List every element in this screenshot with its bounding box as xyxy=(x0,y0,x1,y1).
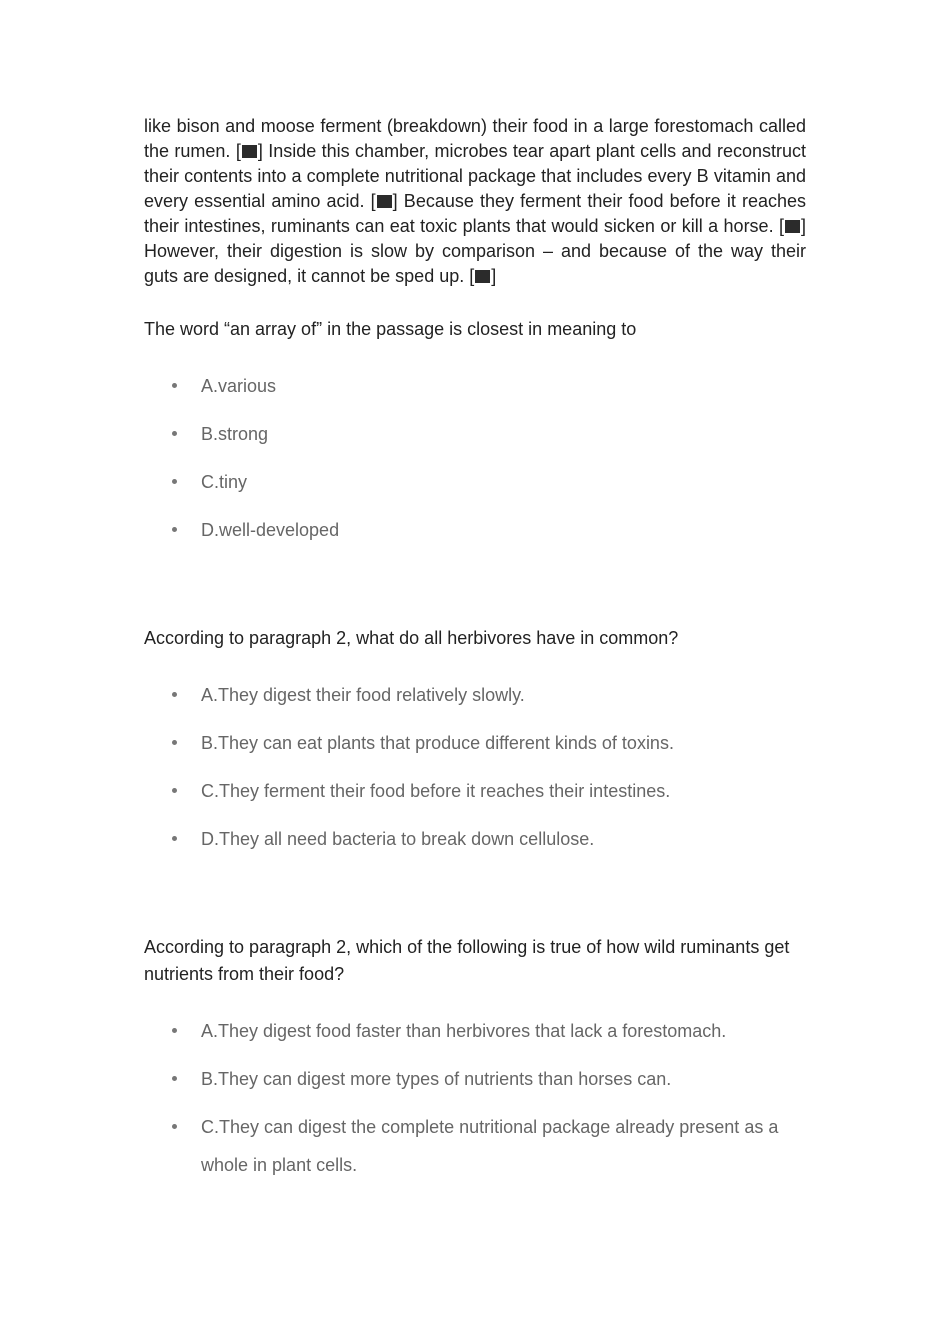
answer-option[interactable]: B.They can digest more types of nutrients than horses can. xyxy=(144,1060,806,1108)
bullet-icon xyxy=(172,1076,177,1081)
answer-option[interactable]: B.strong xyxy=(144,415,806,463)
bullet-icon xyxy=(172,692,177,697)
bullet-icon xyxy=(172,383,177,388)
passage-text xyxy=(144,114,806,289)
bullet-icon xyxy=(172,431,177,436)
answer-option[interactable]: D.well-developed xyxy=(144,511,806,559)
passage-segment: ] Because they ferment their food before it reaches their intestines, ruminants can eat toxic plants that would sicken or kill a horse. [ xyxy=(144,191,807,236)
passage-segment: ] xyxy=(491,266,497,286)
question-2-options xyxy=(144,676,806,868)
bullet-icon xyxy=(172,836,177,841)
question-1-options xyxy=(144,367,806,559)
answer-option[interactable]: A.They digest their food relatively slowly. xyxy=(144,676,806,724)
document-page xyxy=(144,114,806,1184)
question-3-options xyxy=(144,1012,806,1184)
answer-option[interactable]: D.They all need bacteria to break down cellulose. xyxy=(144,820,806,868)
bullet-icon xyxy=(172,1028,177,1033)
question-3-prompt: According to paragraph 2, which of the following is true of how wild ruminants get nutrients from their food? xyxy=(144,937,790,984)
bullet-icon xyxy=(172,740,177,745)
bullet-icon xyxy=(172,527,177,532)
bullet-icon xyxy=(172,788,177,793)
question-2-prompt: According to paragraph 2, what do all herbivores have in common? xyxy=(144,628,679,648)
insertion-square-icon[interactable] xyxy=(242,145,257,158)
answer-option[interactable]: A.They digest food faster than herbivores that lack a forestomach. xyxy=(144,1012,806,1060)
answer-option[interactable]: C.tiny xyxy=(144,463,806,511)
insertion-square-icon[interactable] xyxy=(475,270,490,283)
answer-option[interactable]: C.They can digest the complete nutritional package already present as a whole in plant cells. xyxy=(144,1108,806,1184)
bullet-icon xyxy=(172,479,177,484)
insertion-square-icon[interactable] xyxy=(377,195,392,208)
answer-option[interactable]: C.They ferment their food before it reaches their intestines. xyxy=(144,772,806,820)
passage-segment: ] Inside this chamber, microbes tear apart plant cells and reconstruct their contents into a complete nutritional package that includes every B vitamin and every essential amino acid. [ xyxy=(144,141,806,211)
answer-option[interactable]: A.various xyxy=(144,367,806,415)
answer-option[interactable]: B.They can eat plants that produce different kinds of toxins. xyxy=(144,724,806,772)
question-1-prompt: The word “an array of” in the passage is closest in meaning to xyxy=(144,319,637,339)
bullet-icon xyxy=(172,1124,177,1129)
insertion-square-icon[interactable] xyxy=(785,220,800,233)
passage-segment: ] However, their digestion is slow by comparison – and because of the way their guts are designed, it cannot be sped up. [ xyxy=(144,216,806,286)
passage-segment: like bison and moose ferment (breakdown) their food in a large forestomach called the rumen. [ xyxy=(144,116,806,161)
